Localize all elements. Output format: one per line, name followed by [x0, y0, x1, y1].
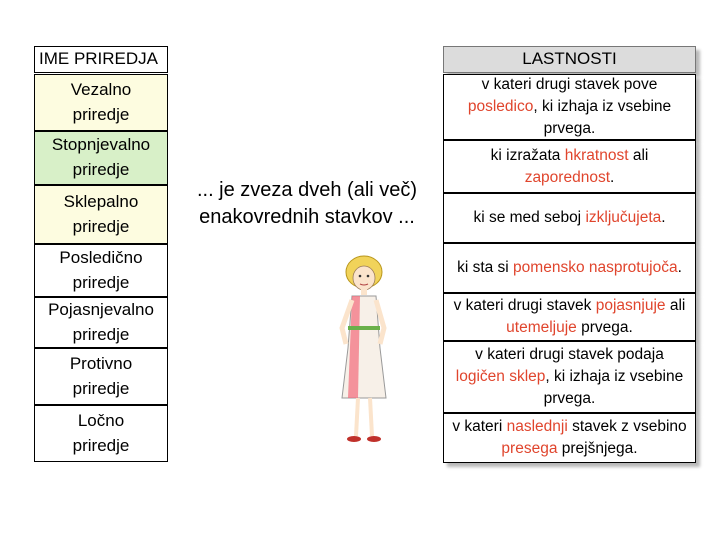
right-item-text [452, 416, 687, 459]
right-header-label: LASTNOSTI [522, 49, 617, 69]
right-item-3 [443, 193, 696, 243]
highlighted-term: pojasnjuje [595, 297, 666, 315]
highlighted-term: logičen sklep [455, 368, 546, 386]
left-item-7 [34, 405, 168, 462]
left-item-label: Stopnjevalno priredje [51, 135, 151, 179]
text-fragment: ali [628, 146, 649, 164]
right-item-text [452, 344, 687, 409]
right-item-text [452, 74, 687, 139]
highlighted-term: izključujeta [585, 209, 662, 227]
text-fragment: v kateri drugi stavek [453, 297, 596, 315]
text-fragment: v kateri drugi stavek pove [481, 76, 658, 94]
highlighted-term: naslednji [506, 418, 568, 436]
right-item-2 [443, 140, 696, 193]
left-item-label: Posledično priredje [59, 247, 143, 292]
left-item-5 [34, 297, 168, 348]
text-fragment: , ki izhaja iz vsebine prvega. [533, 98, 672, 137]
left-item-label: Protivno priredje [69, 353, 133, 398]
text-fragment: prejšnjega. [557, 440, 638, 457]
left-item-4 [34, 244, 168, 297]
text-fragment: ki izražata [490, 146, 565, 164]
left-item-3 [34, 185, 168, 244]
left-header [34, 46, 168, 73]
highlighted-term: presega [501, 440, 558, 457]
text-fragment: . [677, 259, 682, 277]
text-fragment: ali [665, 297, 686, 315]
right-item-7 [443, 413, 696, 463]
left-header-label: IME PRIREDJA [39, 49, 159, 69]
left-item-label: Ločno priredje [72, 410, 130, 455]
highlighted-term: zaporednost [524, 168, 610, 186]
left-item-1 [34, 74, 168, 131]
right-item-1 [443, 74, 696, 140]
right-item-5 [443, 293, 696, 341]
woman-cartoon-figure-icon [318, 248, 408, 448]
left-item-label: Pojasnjevalno priredje [48, 299, 154, 344]
left-item-label: Sklepalno priredje [63, 191, 139, 236]
highlighted-term: pomensko nasprotujoča [513, 259, 678, 277]
center-line-1: ... je zveza dveh (ali več) [196, 179, 418, 201]
right-item-text [452, 145, 687, 188]
right-item-text [473, 207, 665, 229]
text-fragment: . [610, 168, 615, 186]
highlighted-term: posledico [467, 98, 534, 116]
text-fragment: stavek z vsebino [567, 418, 687, 436]
highlighted-term: hkratnost [564, 146, 629, 164]
left-item-6 [34, 348, 168, 405]
highlighted-term: utemeljuje [506, 319, 577, 336]
right-header [443, 46, 696, 73]
right-item-6 [443, 341, 696, 413]
right-item-4 [443, 243, 696, 293]
text-fragment: v kateri [452, 418, 507, 436]
center-line-2: enakovrednih stavkov ... [199, 206, 415, 228]
text-fragment: prvega. [576, 319, 633, 336]
center-definition [172, 177, 442, 231]
text-fragment: . [661, 209, 666, 227]
left-item-label: Vezalno priredje [70, 79, 132, 124]
text-fragment: , ki izhaja iz vsebine prvega. [543, 368, 684, 407]
text-fragment: v kateri drugi stavek podaja [475, 346, 664, 364]
right-item-text [457, 257, 682, 279]
text-fragment: ki se med seboj [473, 209, 586, 227]
right-item-text [452, 295, 687, 338]
text-fragment: ki sta si [457, 259, 514, 277]
left-item-2 [34, 131, 168, 185]
